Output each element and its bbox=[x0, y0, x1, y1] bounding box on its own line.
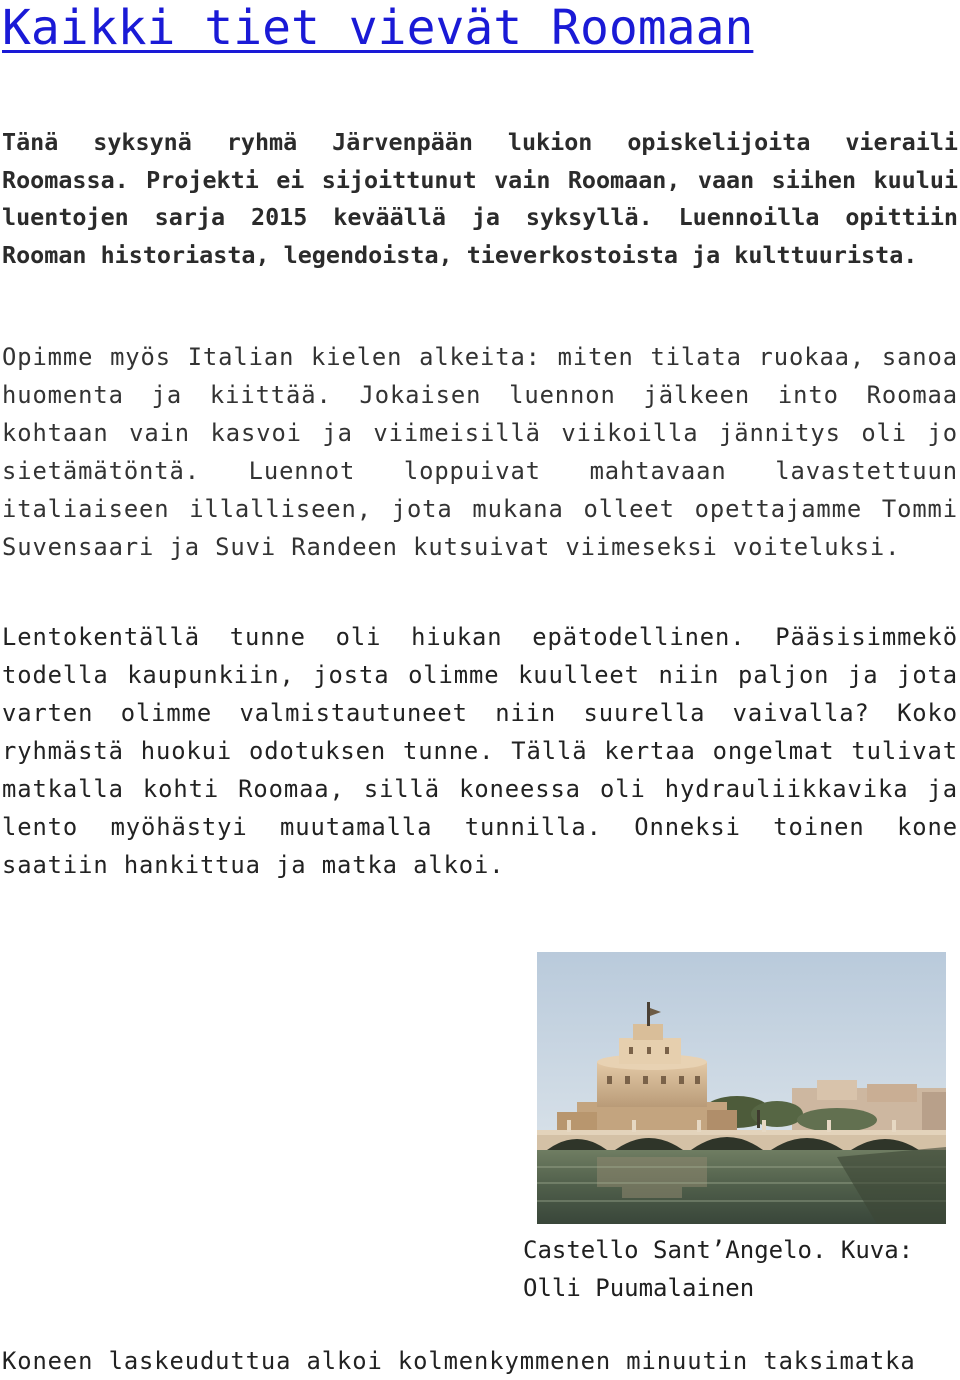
body-paragraph: Opimme myös Italian kielen alkeita: miten tilata ruokaa, sanoa huomenta ja kiittää. Jokaisen luennon jälkeen into Roomaa kohtaan vain kasvoi ja viimeisillä viikoilla jännitys oli jo sietämätöntä. Luennot loppuivat mahtavaan lavastettuun italiaiseen illalliseen, jota mukana olleet opettajamme Tommi Suvensaari ja Suvi Randeen kutsuivat viimeseksi voiteluksi. bbox=[2, 343, 958, 561]
body-paragraph: Lentokentällä tunne oli hiukan epätodellinen. Pääsisimmekö todella kaupunkiin, josta olimme kuulleet niin paljon ja jota varten olimme valmistautuneet niin suurella vaivalla? Koko ryhmästä huokui odotuksen tunne. Tällä kertaa ongelmat tulivat matkalla kohti Roomaa, sillä koneessa oli hydrauliikkavika ja lento myöhästyi muutamalla tunnilla. Onneksi toinen kone saatiin hankittua ja matka alkoi. bbox=[2, 623, 958, 879]
body-paragraph: Koneen laskeuduttua alkoi kolmenkymmenen minuutin taksimatka bbox=[2, 1347, 916, 1375]
page-title[interactable]: Kaikki tiet vievät Roomaan bbox=[2, 0, 754, 56]
castle-photo bbox=[537, 952, 946, 1224]
intro-paragraph: Tänä syksynä ryhmä Järvenpään lukion opiskelijoita vieraili Roomassa. Projekti ei sijoittunut vain Roomaan, vaan siihen kuului luentojen sarja 2015 keväällä ja syksyllä. Luennoilla opittiin Rooman historiasta, legendoista, tieverkostoista ja kulttuurista. bbox=[2, 128, 958, 269]
castle-photo-graphic bbox=[537, 952, 946, 1224]
photo-caption: Castello Sant’Angelo. Kuva: Olli Puumalainen bbox=[523, 1236, 914, 1302]
